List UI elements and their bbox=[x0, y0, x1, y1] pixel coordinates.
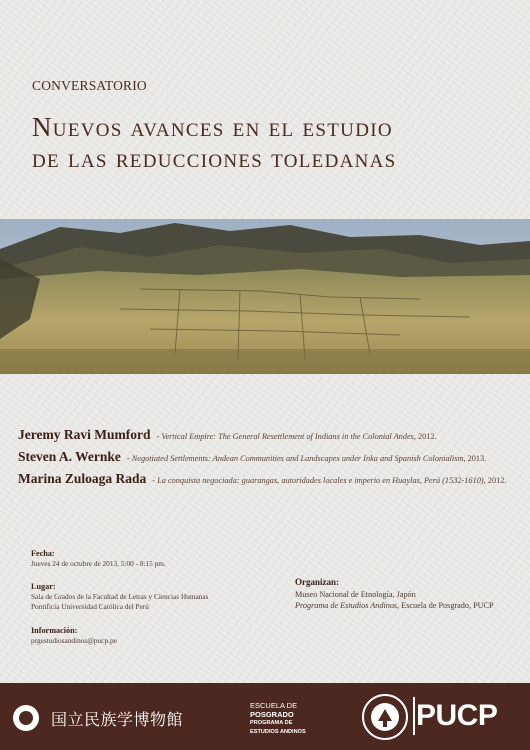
venue-line-1: Sala de Grados de la Facultad de Letras y Ciencias Humanas bbox=[31, 592, 209, 601]
speaker-row bbox=[18, 449, 523, 471]
escuela-line-1: ESCUELA DE bbox=[250, 701, 298, 710]
venue-line-2: Pontificia Universidad Católica del Perú bbox=[31, 602, 149, 611]
work-separator: - bbox=[152, 476, 156, 485]
speaker-row bbox=[18, 427, 523, 449]
work-title: Negotiated Settlements: Andean Communities and Landscapes under Inka and Spanish Colonialism bbox=[131, 454, 464, 463]
work-title: La conquista negociada: guarangas, autoridades locales e imperio en Huaylas, Perú (1532-1610) bbox=[157, 476, 484, 485]
speakers-list bbox=[18, 427, 523, 493]
work-title: Vertical Empire: The General Resettlement of Indians in the Colonial Andes bbox=[161, 432, 414, 441]
minpaku-emblem-icon bbox=[13, 705, 39, 731]
date-block bbox=[31, 549, 166, 569]
venue-label: Lugar: bbox=[31, 582, 56, 591]
organizer-2-program: Programa de Estudios Andinos bbox=[295, 601, 398, 610]
organizers-block bbox=[295, 577, 494, 612]
work-year: , 2012. bbox=[483, 476, 507, 485]
speaker-work bbox=[156, 432, 436, 441]
escuela-line-3: PROGRAMA DE bbox=[250, 720, 293, 726]
date-label: Fecha: bbox=[31, 549, 55, 558]
speaker-work bbox=[152, 476, 506, 485]
contact-email[interactable]: prgestudiosandinos@pucp.pe bbox=[31, 636, 117, 645]
minpaku-name: 国立民族学博物館 bbox=[51, 709, 184, 729]
speaker-work bbox=[127, 454, 486, 463]
event-type: CONVERSATORIO bbox=[32, 78, 147, 93]
escuela-line-2: POSGRADO bbox=[250, 710, 294, 719]
organizer-2 bbox=[295, 600, 494, 612]
pucp-logo: PUCP bbox=[416, 699, 498, 732]
work-year: , 2012. bbox=[413, 432, 437, 441]
title-line-2: de las reducciones toledanas bbox=[32, 143, 397, 173]
organizer-1: Museo Nacional de Etnología, Japón bbox=[295, 589, 416, 599]
landscape-photo bbox=[0, 219, 530, 374]
minpaku-logo bbox=[13, 705, 183, 731]
work-separator: - bbox=[156, 432, 160, 441]
contact-label: Información: bbox=[31, 626, 78, 635]
title-line-1: Nuevos avances en el estudio bbox=[32, 112, 393, 142]
organizers-label: Organizan: bbox=[295, 577, 339, 587]
work-year: , 2013. bbox=[463, 454, 487, 463]
contact-block bbox=[31, 626, 117, 646]
logo-divider bbox=[413, 697, 415, 735]
speaker-row bbox=[18, 471, 523, 493]
speaker-name: Jeremy Ravi Mumford bbox=[18, 427, 151, 442]
escuela-posgrado-logo bbox=[250, 701, 306, 737]
work-separator: - bbox=[126, 454, 130, 463]
escuela-line-4: ESTUDIOS ANDINOS bbox=[250, 729, 306, 735]
organizer-2-rest: , Escuela de Posgrado, PUCP bbox=[397, 601, 494, 610]
date-value: Jueves 24 de octubre de 2013, 5:00 - 8:15 pm. bbox=[31, 559, 166, 568]
speaker-name: Steven A. Wernke bbox=[18, 449, 121, 464]
poster-title bbox=[32, 112, 522, 174]
pucp-seal-icon bbox=[361, 693, 409, 741]
footer-logos bbox=[0, 683, 530, 750]
speaker-name: Marina Zuloaga Rada bbox=[18, 471, 147, 486]
venue-block bbox=[31, 582, 209, 612]
